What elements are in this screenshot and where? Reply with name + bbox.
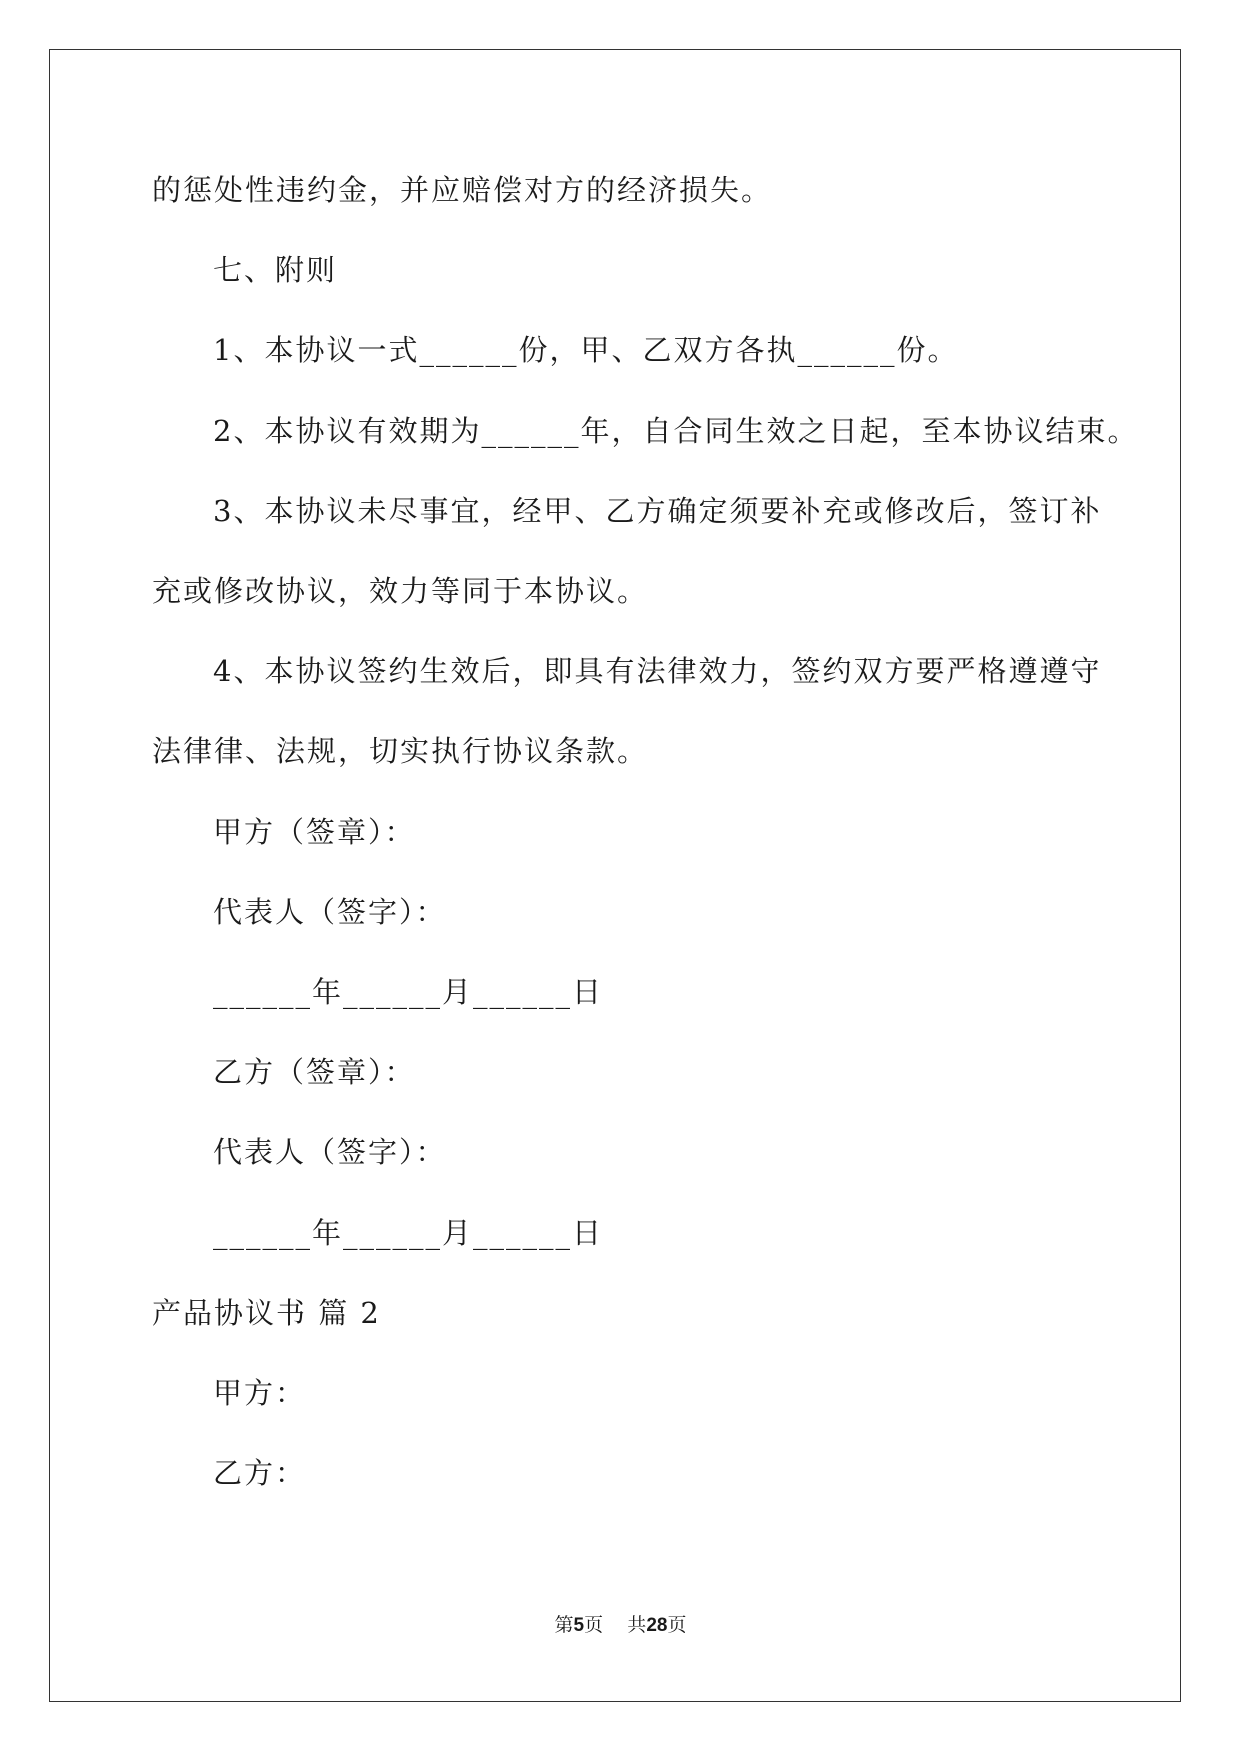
page-footer bbox=[0, 1613, 1241, 1638]
party-b-label: 乙方： bbox=[213, 1456, 307, 1490]
footer-total-prefix: 共 bbox=[627, 1614, 647, 1636]
paragraph-line: 1、本协议一式______份，甲、乙双方各执______份。 bbox=[213, 333, 959, 367]
paragraph-line: 法律律、法规，切实执行协议条款。 bbox=[152, 734, 649, 768]
paragraph-line: 充或修改协议，效力等同于本协议。 bbox=[152, 574, 649, 608]
party-a-label: 甲方： bbox=[213, 1376, 307, 1410]
footer-total-suffix: 页 bbox=[667, 1614, 687, 1636]
party-a-seal-label: 甲方（签章）： bbox=[213, 815, 416, 849]
section-heading: 七、附则 bbox=[213, 253, 338, 287]
footer-page-suffix: 页 bbox=[584, 1614, 604, 1636]
document-subtitle: 产品协议书 篇 2 bbox=[152, 1296, 381, 1330]
party-b-seal-label: 乙方（签章）： bbox=[213, 1055, 416, 1089]
paragraph-line: 的惩处性违约金，并应赔偿对方的经济损失。 bbox=[152, 173, 773, 207]
paragraph-line: 2、本协议有效期为______年，自合同生效之日起，至本协议结束。 bbox=[213, 414, 1139, 448]
party-a-date-line: ______年______月______日 bbox=[213, 975, 604, 1009]
party-b-representative-label: 代表人（签字）： bbox=[213, 1135, 447, 1169]
party-b-date-line: ______年______月______日 bbox=[213, 1216, 604, 1250]
paragraph-line: 4、本协议签约生效后，即具有法律效力，签约双方要严格遵遵守 bbox=[213, 654, 1102, 688]
footer-page-number: 5 bbox=[573, 1615, 585, 1636]
footer-prefix: 第 bbox=[554, 1614, 574, 1636]
paragraph-line: 3、本协议未尽事宜，经甲、乙方确定须要补充或修改后，签订补 bbox=[213, 494, 1102, 528]
footer-total-pages: 28 bbox=[646, 1615, 668, 1636]
party-a-representative-label: 代表人（签字）： bbox=[213, 895, 447, 929]
